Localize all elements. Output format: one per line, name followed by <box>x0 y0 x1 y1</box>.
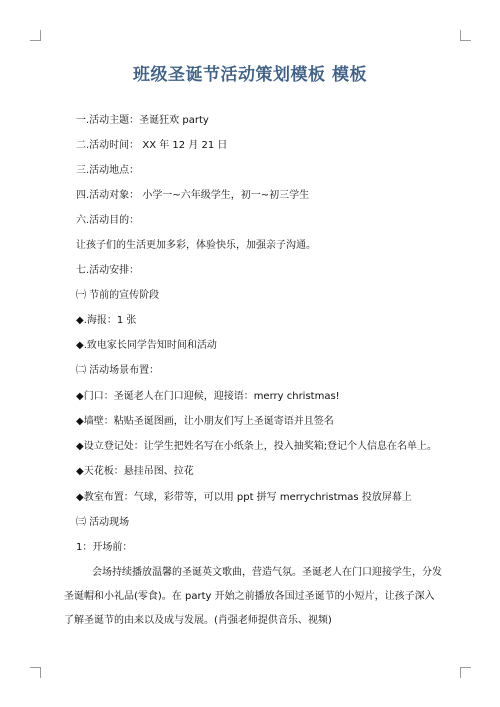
text-line-classroom: ◆教室布置：气球，彩带等，可以用 ppt 拼写 merrychristmas 投放屏幕上 <box>76 492 412 503</box>
document-title: 班级圣诞节活动策划模板 模板 <box>133 65 367 85</box>
text-line-stage-1: ㈠ 节前的宣传阶段 <box>76 290 160 301</box>
crop-mark-top-right <box>460 30 471 41</box>
paragraph-line: 了解圣诞节的由来以及成与发展。(肖强老师提供音乐、视频) <box>64 615 332 626</box>
text-line-stage-2: ㈡ 活动场景布置： <box>76 365 160 376</box>
paragraph-line: 圣诞帽和小礼品(零食)。在 party 开始之前播放各国过圣诞节的小短片，让孩子深入 <box>64 591 435 602</box>
text-paragraph-opening <box>64 561 466 633</box>
text-line-stage-3: ㈢ 活动现场 <box>76 517 130 528</box>
text-line-door: ◆门口：圣诞老人在门口迎候，迎接语：merry christmas! <box>76 391 340 402</box>
text-line-poster: ◆.海报：1 张 <box>76 315 137 326</box>
text-line-wall: ◆墙壁：粘贴圣诞图画，让小朋友们写上圣诞寄语并且签名 <box>76 416 334 427</box>
text-line-ceiling: ◆天花板：悬挂吊图、拉花 <box>76 466 194 477</box>
text-line-audience: 四.活动对象： 小学一~六年级学生，初一~初三学生 <box>76 190 310 201</box>
crop-mark-bottom-right <box>460 667 471 678</box>
text-line-registration: ◆设立登记处：让学生把姓名写在小纸条上，投入抽奖箱;登记个人信息在名单上。 <box>76 441 438 452</box>
text-line-before-opening: 1：开场前： <box>76 542 133 553</box>
text-line-time: 二.活动时间： XX 年 12 月 21 日 <box>76 140 228 151</box>
text-line-schedule-heading: 七.活动安排： <box>76 265 140 276</box>
text-line-location: 三.活动地点： <box>76 165 140 176</box>
text-line-purpose-heading: 六.活动目的： <box>76 215 140 226</box>
crop-mark-bottom-left <box>30 667 41 678</box>
crop-mark-top-left <box>30 30 41 41</box>
text-line-theme: 一.活动主题：圣诞狂欢 party <box>76 115 209 126</box>
paragraph-line: 会场持续播放温馨的圣诞英文歌曲，营造气氛。圣诞老人在门口迎接学生，分发 <box>92 567 442 578</box>
text-line-notify-parents: ◆.致电家长同学告知时间和活动 <box>76 340 217 351</box>
text-line-purpose: 让孩子们的生活更加多彩，体验快乐，加强亲子沟通。 <box>76 240 316 251</box>
